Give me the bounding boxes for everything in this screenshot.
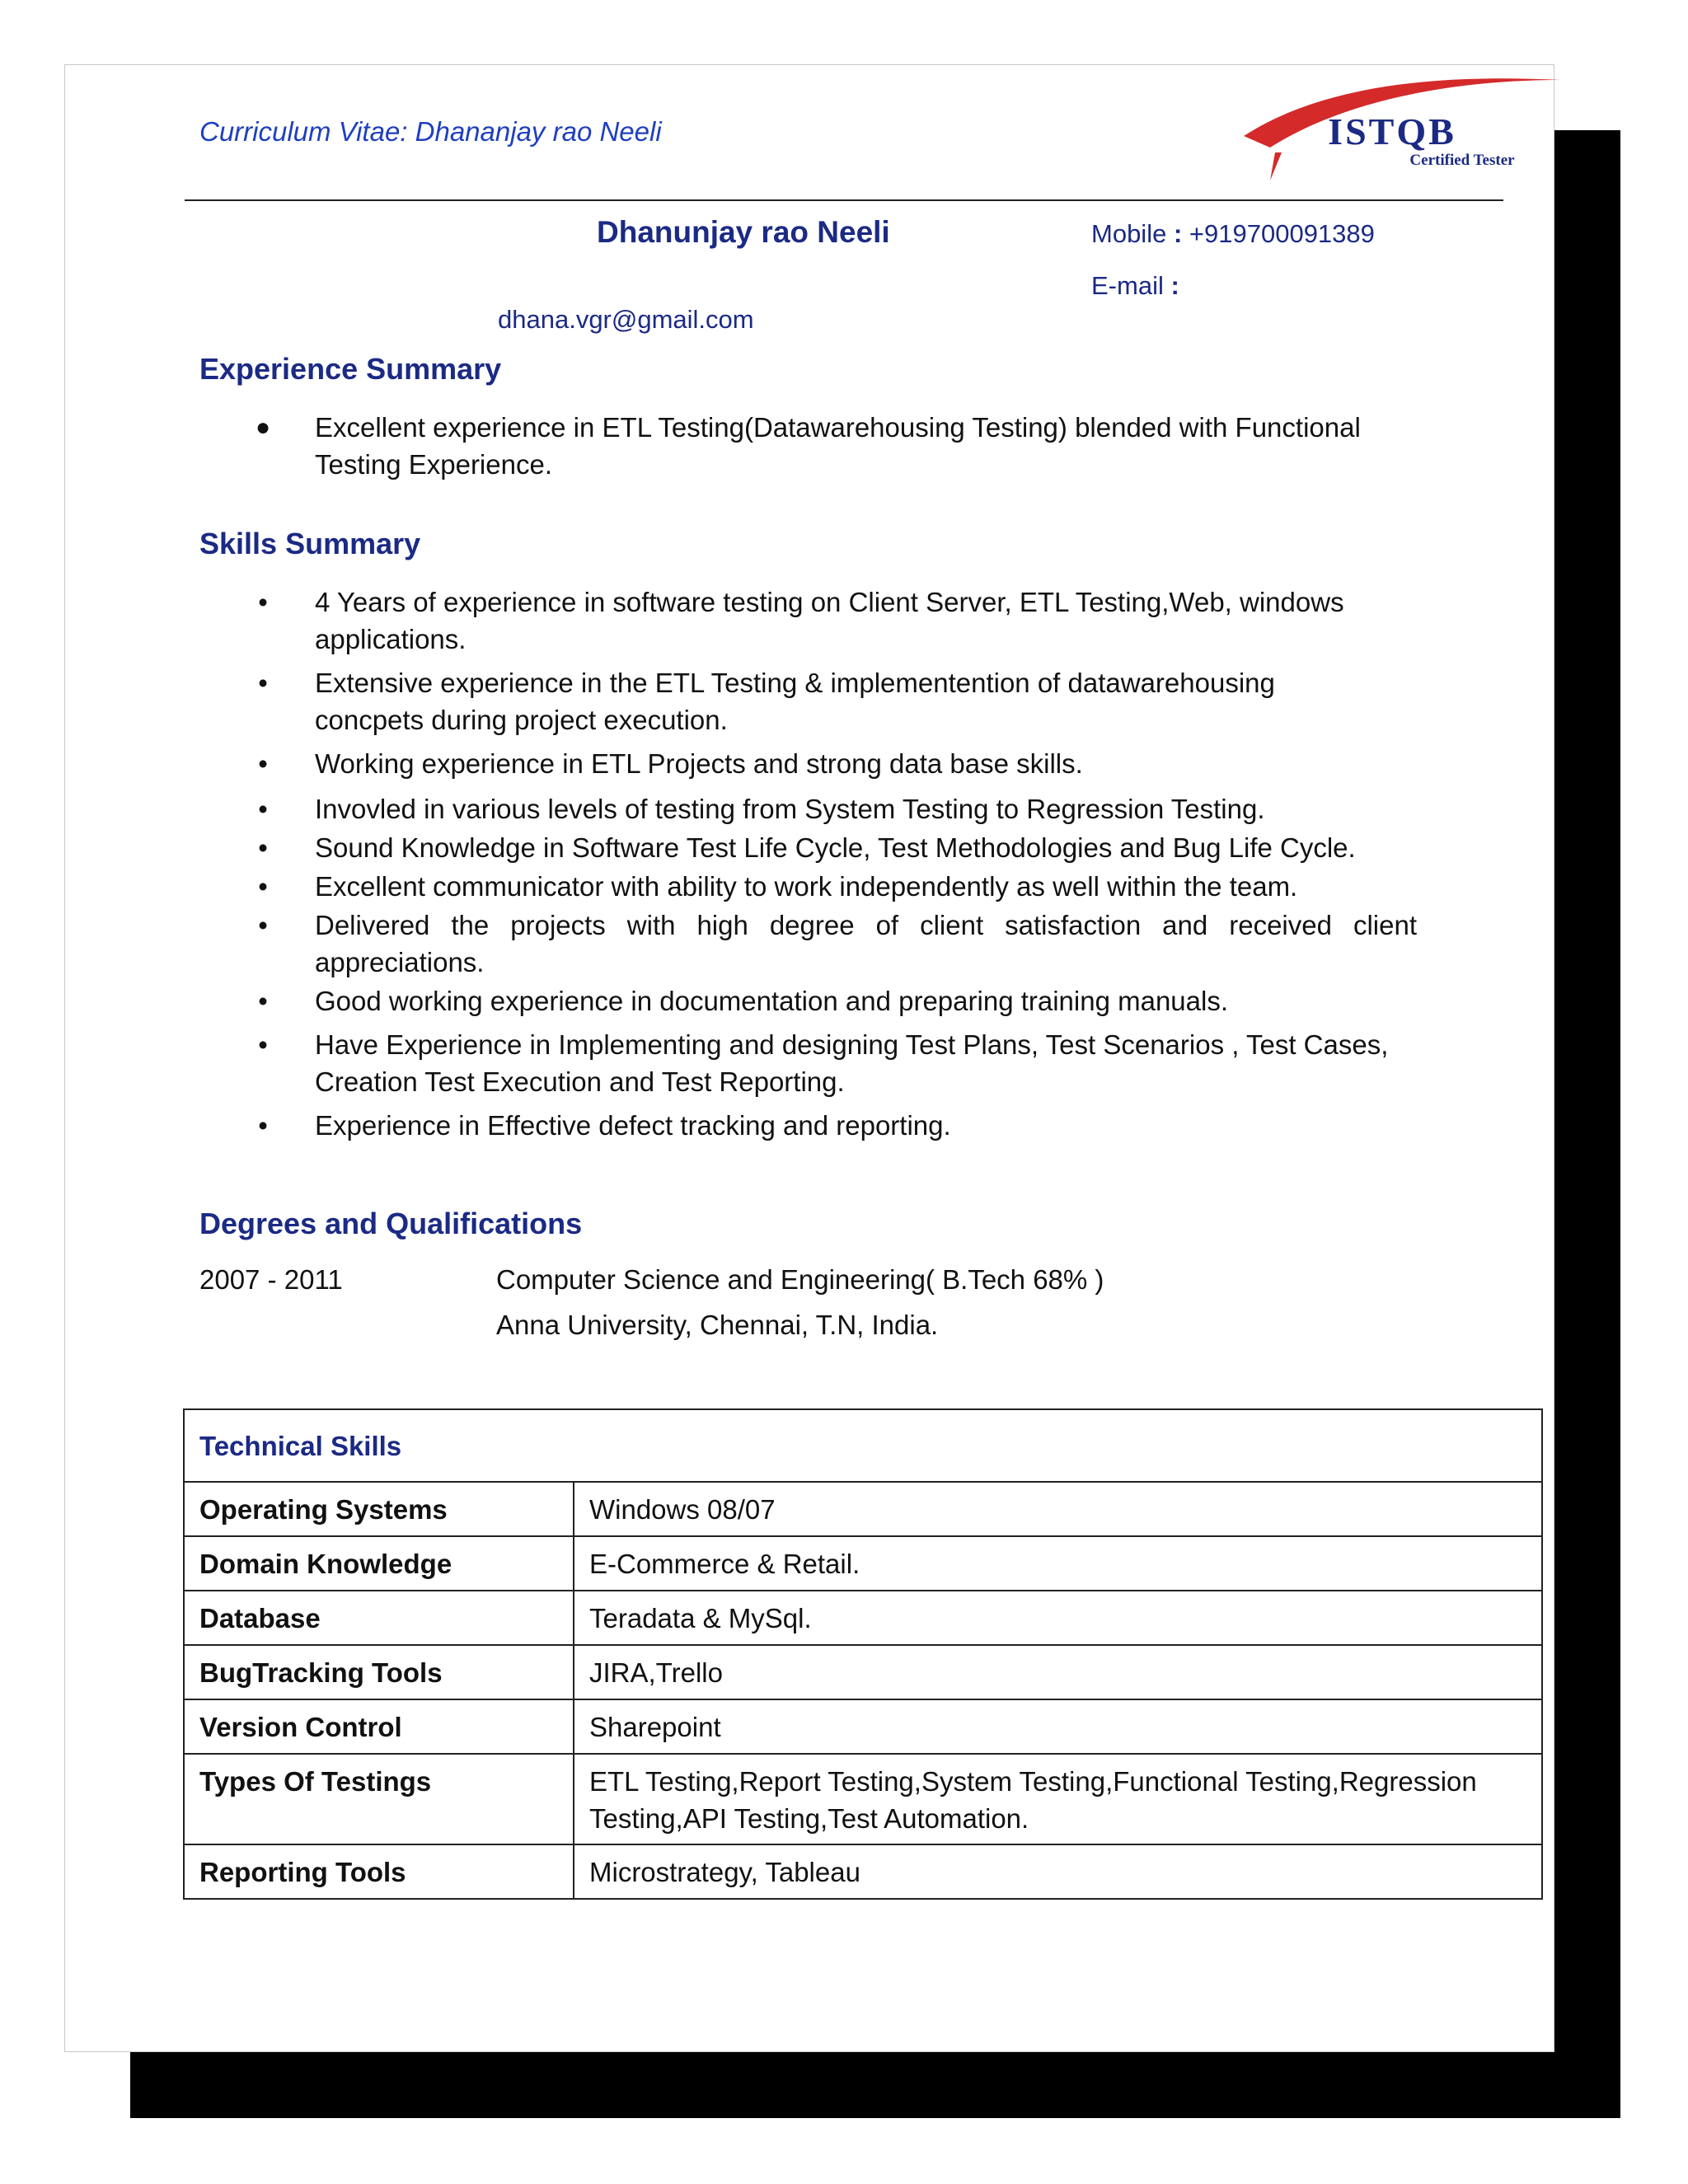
- list-item: [246, 982, 1483, 1019]
- mobile-label: Mobile: [1091, 219, 1167, 248]
- table-value-cell: [574, 1754, 1542, 1844]
- table-value-cell: E-Commerce & Retail.: [574, 1536, 1542, 1591]
- bullet-icon: •: [258, 668, 268, 698]
- bullet-icon: •: [258, 910, 268, 940]
- list-item-line: Invovled in various levels of testing from System Testing to Regression Testing.: [315, 794, 1265, 824]
- table-key-cell: Types Of Testings: [184, 1754, 574, 1844]
- bullet-icon: •: [258, 748, 268, 779]
- list-item-line: applications.: [315, 624, 467, 654]
- table-value-cell: Sharepoint: [574, 1699, 1542, 1754]
- experience-heading: Experience Summary: [199, 352, 502, 386]
- logo-subtext: Certified Tester: [1409, 152, 1515, 169]
- table-row: [184, 1536, 1542, 1591]
- degree-title: Computer Science and Engineering( B.Tech 68% ): [496, 1264, 1104, 1295]
- list-item-line: Experience in Effective defect tracking and reporting.: [315, 1110, 951, 1141]
- table-value-cell: Teradata & MySql.: [574, 1591, 1542, 1645]
- list-item-line: Sound Knowledge in Software Test Life Cycle, Test Methodologies and Bug Life Cycle.: [315, 832, 1356, 863]
- list-item: [246, 907, 1417, 981]
- bullet-icon: •: [258, 794, 268, 824]
- table-row: [184, 1482, 1542, 1536]
- list-item: [246, 409, 1483, 483]
- table-row: [184, 1645, 1542, 1699]
- email-value[interactable]: dhana.vgr@gmail.com: [498, 305, 754, 334]
- technical-skills-table: [183, 1408, 1543, 1900]
- list-item: [246, 664, 1483, 738]
- list-item: [246, 1026, 1483, 1100]
- email-label: E-mail: [1091, 271, 1164, 300]
- table-value-cell: JIRA,Trello: [574, 1645, 1542, 1699]
- table-value-cell: Microstrategy, Tableau: [574, 1844, 1542, 1899]
- technical-skills-heading: Technical Skills: [184, 1409, 1542, 1482]
- experience-list: [246, 409, 1483, 483]
- list-item: [246, 745, 1483, 782]
- table-key-cell: Version Control: [184, 1699, 574, 1754]
- degree-years: 2007 - 2011: [199, 1264, 343, 1295]
- list-item-line: Testing Experience.: [315, 449, 552, 480]
- table-header-row: [184, 1409, 1542, 1482]
- table-key-cell: BugTracking Tools: [184, 1645, 574, 1699]
- table-value-line: ETL Testing,Report Testing,System Testing,Functional Testing,Regression: [589, 1766, 1477, 1797]
- candidate-name: Dhanunjay rao Neeli: [597, 215, 890, 249]
- list-item-line: 4 Years of experience in software testing on Client Server, ETL Testing,Web, windows: [315, 587, 1344, 617]
- table-key-cell: Operating Systems: [184, 1482, 574, 1536]
- mobile-line: [1091, 219, 1375, 249]
- skills-list: [246, 583, 1483, 1144]
- bullet-icon: •: [258, 1029, 268, 1060]
- list-item-line: Excellent experience in ETL Testing(Datawarehousing Testing) blended with Functional: [315, 412, 1361, 443]
- degrees-heading: Degrees and Qualifications: [199, 1207, 583, 1240]
- bullet-icon: •: [258, 1110, 268, 1141]
- list-item: [246, 829, 1483, 866]
- table-row: [184, 1591, 1542, 1645]
- resume-page: [64, 64, 1554, 2052]
- table-row: [184, 1699, 1542, 1754]
- degree-university: Anna University, Chennai, T.N, India.: [496, 1310, 939, 1340]
- list-item-line: Extensive experience in the ETL Testing & implementention of datawarehousing: [315, 668, 1275, 698]
- list-item-line: Delivered the projects with high degree of client satisfaction and received client: [315, 910, 1417, 940]
- logo-swoosh-tail: [1270, 152, 1282, 180]
- email-separator: :: [1170, 271, 1179, 300]
- istqb-logo: [1211, 72, 1573, 187]
- list-item-line: Have Experience in Implementing and designing Test Plans, Test Scenarios , Test Cases,: [315, 1029, 1389, 1060]
- table-key-cell: Domain Knowledge: [184, 1536, 574, 1591]
- table-row: [184, 1844, 1542, 1899]
- mobile-value: +919700091389: [1189, 219, 1375, 248]
- logo-text: ISTQB: [1328, 110, 1456, 152]
- bullet-icon: •: [258, 986, 268, 1016]
- list-item-line: Creation Test Execution and Test Reporting.: [315, 1066, 845, 1097]
- list-item-line: appreciations.: [315, 947, 485, 977]
- list-item: [246, 868, 1483, 905]
- skills-heading: Skills Summary: [199, 527, 421, 560]
- table-row: [184, 1754, 1542, 1844]
- bullet-icon: •: [258, 587, 268, 617]
- list-item-line: concpets during project execution.: [315, 705, 728, 735]
- header-divider: [185, 199, 1503, 201]
- email-line: [1091, 271, 1179, 301]
- mobile-separator: :: [1173, 219, 1183, 248]
- list-item-line: Working experience in ETL Projects and strong data base skills.: [315, 748, 1083, 779]
- table-key-cell: Reporting Tools: [184, 1844, 574, 1899]
- list-item: [246, 583, 1483, 658]
- list-item: [246, 790, 1483, 827]
- table-value-line: Testing,API Testing,Test Automation.: [589, 1803, 1029, 1834]
- table-value-cell: Windows 08/07: [574, 1482, 1542, 1536]
- list-item-line: Good working experience in documentation and preparing training manuals.: [315, 986, 1229, 1016]
- list-item-line: Excellent communicator with ability to work independently as well within the team.: [315, 871, 1298, 902]
- table-key-cell: Database: [184, 1591, 574, 1645]
- list-item: [246, 1107, 1483, 1144]
- bullet-icon: •: [258, 832, 268, 863]
- bullet-icon: •: [258, 871, 268, 902]
- cv-header-title: Curriculum Vitae: Dhananjay rao Neeli: [199, 116, 662, 147]
- bullet-icon: ●: [255, 414, 271, 441]
